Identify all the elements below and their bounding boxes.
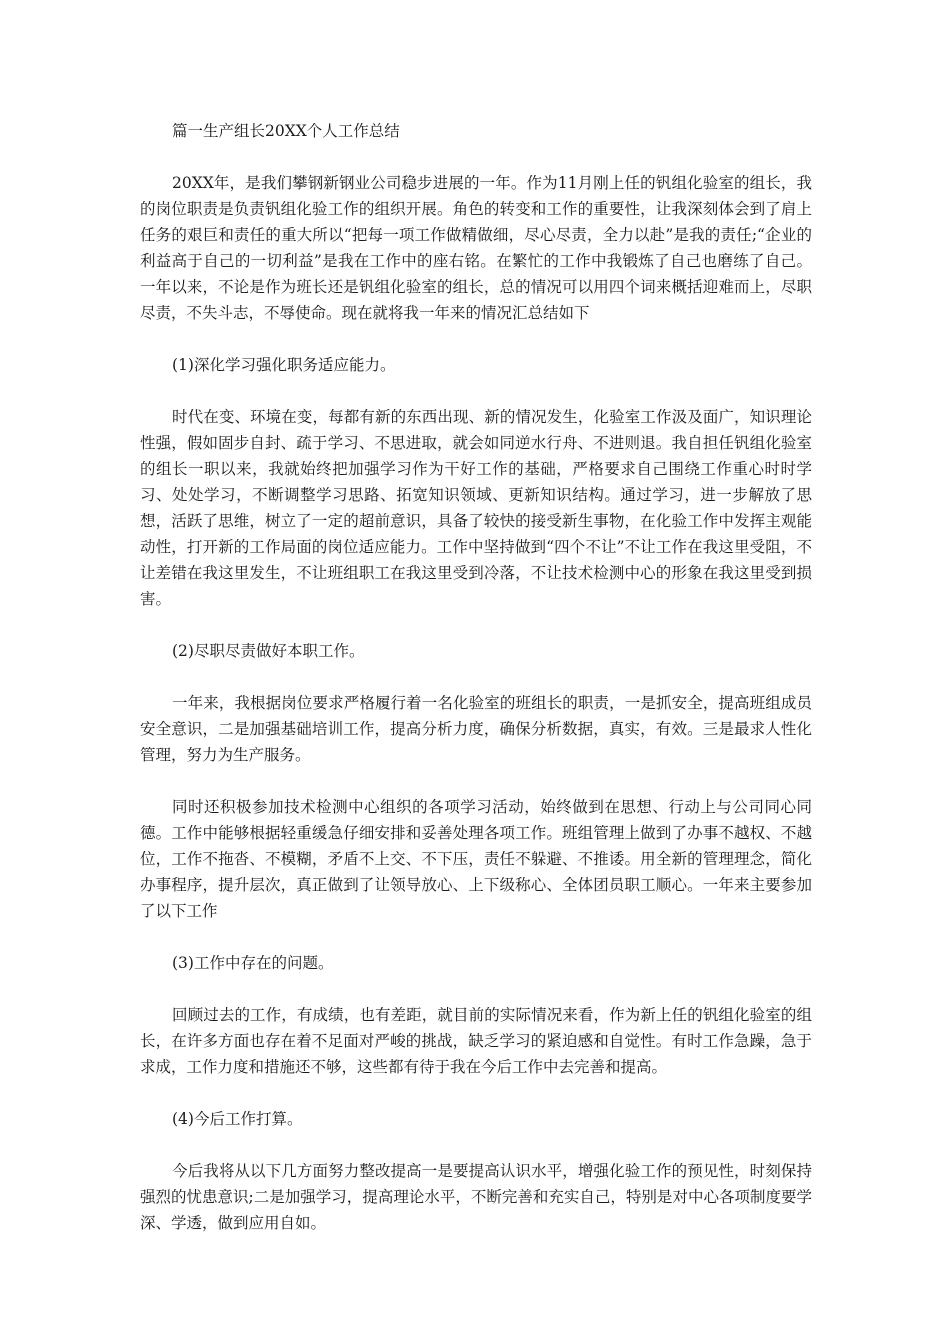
document-page [140, 118, 812, 1262]
section-2-paragraph-1: 一年来，我根据岗位要求严格履行着一名化验室的班组长的职责，一是抓安全，提高班组成员安全意识，二是加强基础培训工作，提高分析力度，确保分析数据，真实，有效。三是最求人性化管理，努力为生产服务。 [140, 694, 812, 764]
section-heading-4: (4)今后工作打算。 [172, 1110, 303, 1128]
document-title: 篇一生产组长20XX个人工作总结 [172, 122, 400, 140]
section-2-paragraph-2: 同时还积极参加技术检测中心组织的各项学习活动，始终做到在思想、行动上与公司同心同德。工作中能够根据轻重缓急仔细安排和妥善处理各项工作。班组管理上做到了办事不越权、不越位，工作不拖沓、不模糊，矛盾不上交、不下压，责任不躲避、不推诿。用全新的管理理念，简化办事程序，提升层次，真正做到了让领导放心、上下级称心、全体团员职工顺心。一年来主要参加了以下工作 [140, 798, 812, 920]
section-heading-1: (1)深化学习强化职务适应能力。 [172, 356, 396, 374]
intro-paragraph: 20XX年，是我们攀钢新钢业公司稳步进展的一年。作为11月刚上任的钒组化验室的组长，我的岗位职责是负责钒组化验工作的组织开展。角色的转变和工作的重要性，让我深刻体会到了肩上任务的艰巨和责任的重大所以“把每一项工作做精做细，尽心尽责，全力以赴”是我的责任;“企业的利益高于自己的一切利益”是我在工作中的座右铭。在繁忙的工作中我锻炼了自己也磨练了自己。一年以来，不论是作为班长还是钒组化验室的组长，总的情况可以用四个词来概括迎难而上，尽职尽责，不失斗志，不辱使命。现在就将我一年来的情况汇总结如下 [140, 174, 812, 322]
section-heading-2: (2)尽职尽责做好本职工作。 [172, 642, 365, 660]
section-heading-3: (3)工作中存在的问题。 [172, 954, 334, 972]
section-4-paragraph: 今后我将从以下几方面努力整改提高一是要提高认识水平，增强化验工作的预见性，时刻保持强烈的忧患意识;二是加强学习，提高理论水平，不断完善和充实自己，特别是对中心各项制度要学深、学透，做到应用自如。 [140, 1162, 812, 1232]
section-1-paragraph: 时代在变、环境在变，每都有新的东西出现、新的情况发生，化验室工作汲及面广，知识理论性强，假如固步自封、疏于学习、不思进取，就会如同逆水行舟、不进则退。我自担任钒组化验室的组长一职以来，我就始终把加强学习作为干好工作的基础，严格要求自己围绕工作重心时时学习、处处学习，不断调整学习思路、拓宽知识领域、更新知识结构。通过学习，进一步解放了思想，活跃了思维，树立了一定的超前意识，具备了较快的接受新生事物，在化验工作中发挥主观能动性，打开新的工作局面的岗位适应能力。工作中坚持做到“四个不让”不让工作在我这里受阻，不让差错在我这里发生，不让班组职工在我这里受到冷落，不让技术检测中心的形象在我这里受到损害。 [140, 408, 812, 608]
section-3-paragraph: 回顾过去的工作，有成绩，也有差距，就目前的实际情况来看，作为新上任的钒组化验室的组长，在许多方面也存在着不足面对严峻的挑战，缺乏学习的紧迫感和自觉性。有时工作急躁，急于求成，工作力度和措施还不够，这些都有待于我在今后工作中去完善和提高。 [140, 1006, 812, 1076]
